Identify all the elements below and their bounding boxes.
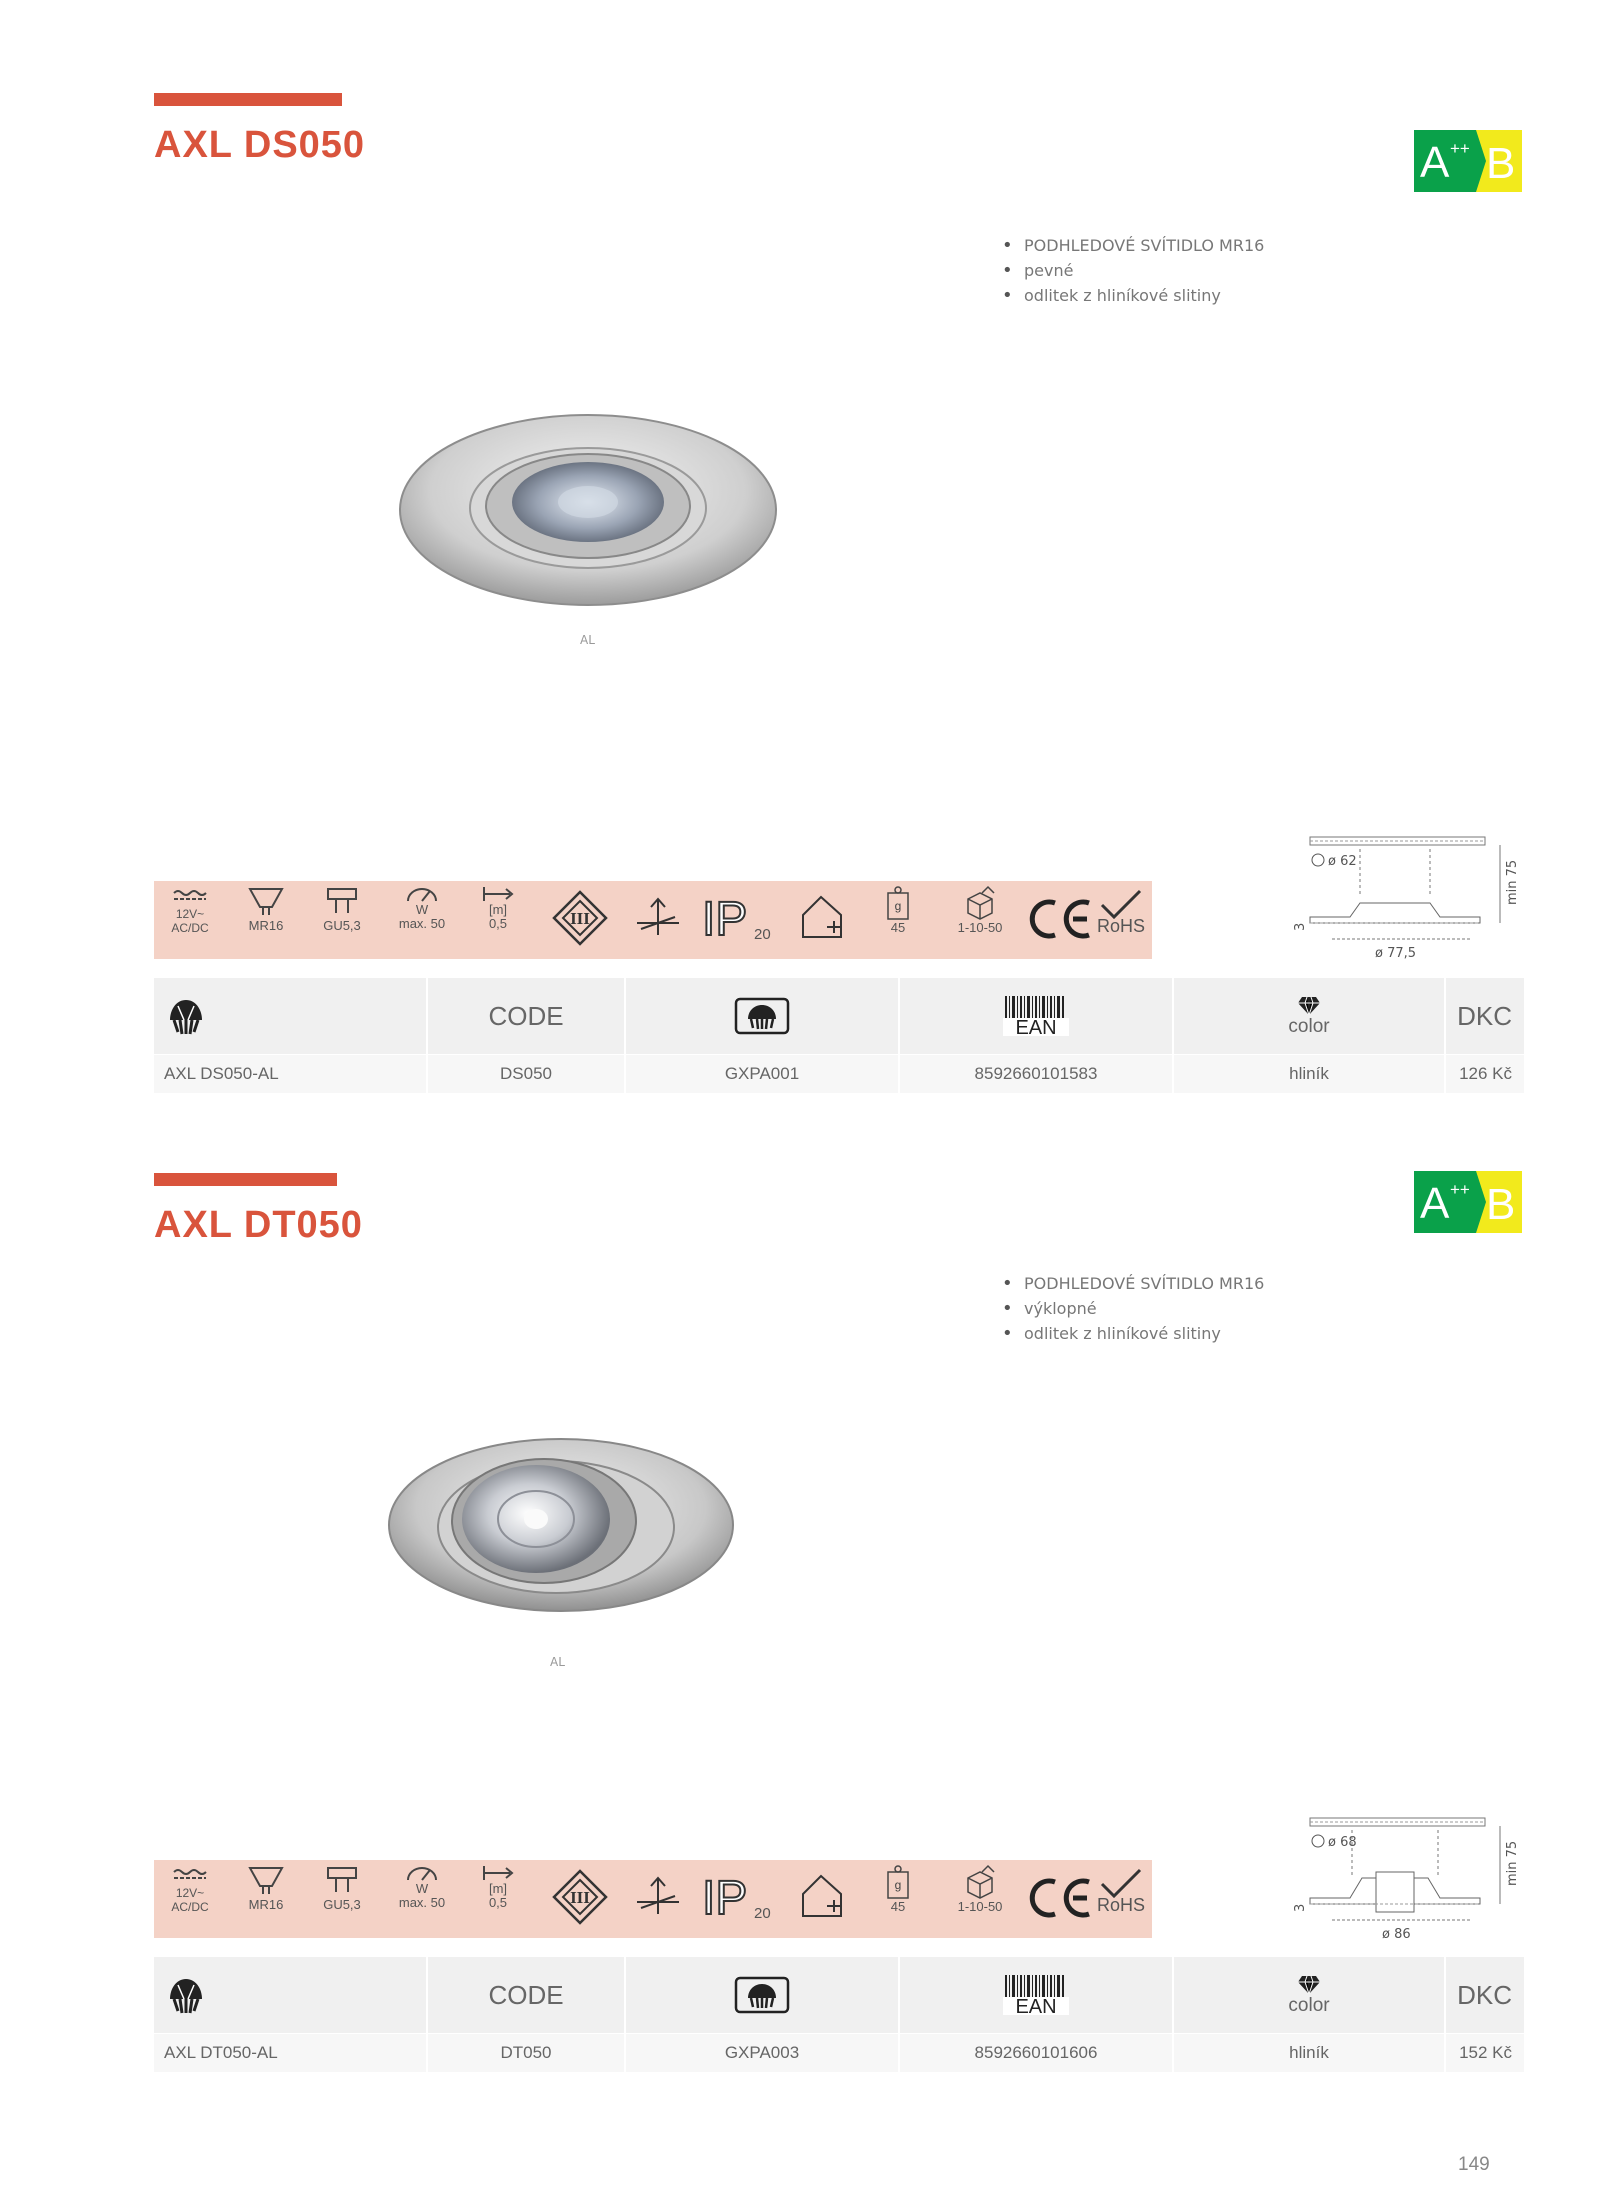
rohs-check-icon [1098, 1868, 1144, 1898]
distance-unit: [m] [488, 1881, 508, 1896]
dim-height: 3 [1293, 922, 1308, 931]
feature-list [1000, 233, 1264, 308]
luminaire-icon [166, 996, 206, 1036]
bulb-value: MR16 [248, 918, 284, 933]
bulb-spec [238, 885, 294, 955]
feature-item: • výklopné [1024, 1296, 1264, 1321]
photo-finish-label: AL [580, 633, 595, 647]
color-header-label: color [1288, 1995, 1330, 2016]
rohs-mark [1094, 1868, 1148, 1938]
rohs-label: RoHS [1096, 916, 1145, 936]
ip-value: 20 [754, 1905, 771, 1922]
ip-value: 20 [754, 926, 771, 943]
spec-icon-strip [154, 1860, 1152, 1938]
ean-cell: 8592660101583 [900, 1055, 1174, 1093]
weight-spec [870, 885, 926, 955]
power-spec [390, 885, 454, 955]
socket-spec [314, 885, 370, 955]
product-photo [398, 410, 778, 620]
ip-rating-icon [702, 1870, 782, 1926]
ip-label: IP [702, 1872, 748, 1925]
flammable-surface-spec [628, 895, 688, 965]
distance-unit: [m] [488, 902, 508, 917]
dimension-drawing [1290, 835, 1530, 975]
barcode-icon [1001, 994, 1071, 1038]
dim-outer-diameter: ø 77,5 [1375, 946, 1417, 961]
pack-column-header [626, 1957, 900, 2033]
socket-icon [324, 1864, 360, 1898]
photo-finish-label: AL [550, 1655, 565, 1669]
color-column-header [1174, 978, 1446, 1054]
socket-value: GU5,3 [323, 918, 361, 933]
packaging-box-icon [962, 885, 998, 921]
packaging-spec [940, 1864, 1020, 1934]
product-title: AXL DS050 [154, 124, 366, 166]
protection-class-spec [550, 1868, 610, 1938]
power-unit: W [415, 902, 429, 917]
power-icon [404, 1864, 440, 1882]
distance-icon [480, 1864, 516, 1882]
table-row [154, 2033, 1524, 2072]
code-cell: DS050 [428, 1055, 626, 1093]
price-cell: 126 Kč [1459, 1064, 1512, 1083]
product-name-cell: AXL DT050-AL [154, 2034, 428, 2072]
ce-mark-icon [1025, 1874, 1095, 1922]
voltage-value: 12V~ AC/DC [171, 907, 209, 935]
dim-cut-diameter: ø 62 [1328, 854, 1357, 869]
spec-icon-strip [154, 881, 1152, 959]
packaging-spec [940, 885, 1020, 955]
color-header-label: color [1288, 1016, 1330, 1037]
price-column-header: DKC [1457, 1000, 1512, 1031]
energy-label-icon [1414, 130, 1522, 192]
bulb-value: MR16 [248, 1897, 284, 1912]
price-cell: 152 Kč [1459, 2043, 1512, 2062]
voltage-icon [170, 885, 210, 907]
class-iii-icon [551, 889, 609, 947]
luminaire-icon [166, 1975, 206, 2015]
class-iii-icon [551, 1868, 609, 1926]
pack-value: 1-10-50 [957, 1899, 1003, 1914]
energy-class-superscript: ++ [1450, 1180, 1470, 1199]
distance-value: 0,5 [488, 1895, 508, 1910]
pack-value: 1-10-50 [957, 920, 1003, 935]
rohs-check-icon [1098, 889, 1144, 919]
class-value: III [570, 909, 590, 928]
indoor-house-icon [797, 1872, 847, 1920]
socket-spec [314, 1864, 370, 1934]
voltage-spec [162, 885, 218, 955]
color-diamond-icon [1296, 1974, 1322, 1996]
ip-rating-spec [702, 891, 782, 961]
dim-height: 3 [1293, 1903, 1308, 1912]
feature-item: • odlitek z hliníkové slitiny [1024, 1321, 1264, 1346]
energy-class-left: A [1420, 138, 1450, 187]
energy-class-right: B [1486, 1180, 1516, 1229]
feature-item: • pevné [1024, 258, 1264, 283]
ip-label: IP [702, 893, 748, 946]
title-accent-bar [154, 1173, 337, 1186]
feature-item: • PODHLEDOVÉ SVÍTIDLO MR16 [1024, 1271, 1264, 1296]
package-luminaire-icon [734, 1976, 790, 2014]
mr16-bulb-icon [248, 885, 284, 919]
color-diamond-icon [1296, 995, 1322, 1017]
weight-unit: g [894, 1878, 902, 1892]
code-column-header: CODE [428, 978, 626, 1054]
pack-code-cell: GXPA001 [626, 1055, 900, 1093]
barcode-icon [1001, 1973, 1071, 2017]
ean-cell: 8592660101606 [900, 2034, 1174, 2072]
pack-code-cell: GXPA003 [626, 2034, 900, 2072]
title-accent-bar [154, 93, 342, 106]
voltage-icon [170, 1864, 210, 1886]
ip-rating-spec [702, 1870, 782, 1940]
product-photo [386, 1435, 736, 1625]
energy-class-left: A [1420, 1179, 1450, 1228]
ean-column-header [900, 1957, 1174, 2033]
power-spec [390, 1864, 454, 1934]
mr16-bulb-icon [248, 1864, 284, 1898]
distance-value: 0,5 [488, 916, 508, 931]
flammable-surface-icon [633, 895, 683, 939]
ean-header-label: EAN [1015, 1996, 1057, 2017]
weight-value: 45 [890, 1899, 906, 1914]
power-icon [404, 885, 440, 903]
package-luminaire-icon [734, 997, 790, 1035]
name-column-header [154, 1957, 428, 2033]
feature-item: • odlitek z hliníkové slitiny [1024, 283, 1264, 308]
product-name-cell: AXL DS050-AL [154, 1055, 428, 1093]
energy-label-icon [1414, 1171, 1522, 1233]
page-number: 149 [1458, 2154, 1490, 2175]
voltage-value: 12V~ AC/DC [171, 1886, 209, 1914]
socket-value: GU5,3 [323, 1897, 361, 1912]
bulb-spec [238, 1864, 294, 1934]
flammable-surface-spec [628, 1874, 688, 1944]
feature-item: • PODHLEDOVÉ SVÍTIDLO MR16 [1024, 233, 1264, 258]
ce-mark [1022, 1874, 1098, 1944]
indoor-house-icon [797, 893, 847, 941]
product-title: AXL DT050 [154, 1204, 363, 1246]
dim-depth: min 75 [1505, 1840, 1520, 1886]
energy-class-superscript: ++ [1450, 139, 1470, 158]
weight-spec [870, 1864, 926, 1934]
weight-unit: g [894, 899, 902, 913]
code-column-header: CODE [428, 1957, 626, 2033]
protection-class-spec [550, 889, 610, 959]
indoor-spec [794, 893, 850, 963]
product-table [154, 978, 1524, 1093]
power-unit: W [415, 1881, 429, 1896]
table-row [154, 1054, 1524, 1093]
indoor-spec [794, 1872, 850, 1942]
distance-icon [480, 885, 516, 903]
dim-outer-diameter: ø 86 [1382, 1927, 1411, 1942]
price-column-header: DKC [1457, 1979, 1512, 2010]
color-cell: hliník [1174, 2034, 1446, 2072]
distance-spec [470, 1864, 526, 1934]
product-table [154, 1957, 1524, 2072]
power-value: max. 50 [398, 916, 446, 931]
table-header [154, 978, 1524, 1054]
flammable-surface-icon [633, 1874, 683, 1918]
feature-list [1000, 1271, 1264, 1346]
ean-column-header [900, 978, 1174, 1054]
code-cell: DT050 [428, 2034, 626, 2072]
weight-icon [884, 1864, 912, 1900]
class-value: III [570, 1888, 590, 1907]
ean-header-label: EAN [1015, 1017, 1057, 1038]
color-cell: hliník [1174, 1055, 1446, 1093]
packaging-box-icon [962, 1864, 998, 1900]
ce-mark-icon [1025, 895, 1095, 943]
voltage-spec [162, 1864, 218, 1934]
table-header [154, 1957, 1524, 2033]
weight-icon [884, 885, 912, 921]
socket-icon [324, 885, 360, 919]
name-column-header [154, 978, 428, 1054]
dim-depth: min 75 [1505, 859, 1520, 905]
color-column-header [1174, 1957, 1446, 2033]
dim-cut-diameter: ø 68 [1328, 1835, 1357, 1850]
power-value: max. 50 [398, 1895, 446, 1910]
weight-value: 45 [890, 920, 906, 935]
pack-column-header [626, 978, 900, 1054]
energy-class-right: B [1486, 139, 1516, 188]
distance-spec [470, 885, 526, 955]
ce-mark [1022, 895, 1098, 965]
ip-rating-icon [702, 891, 782, 947]
dimension-drawing [1290, 1816, 1530, 1956]
rohs-mark [1094, 889, 1148, 959]
rohs-label: RoHS [1096, 1895, 1145, 1915]
